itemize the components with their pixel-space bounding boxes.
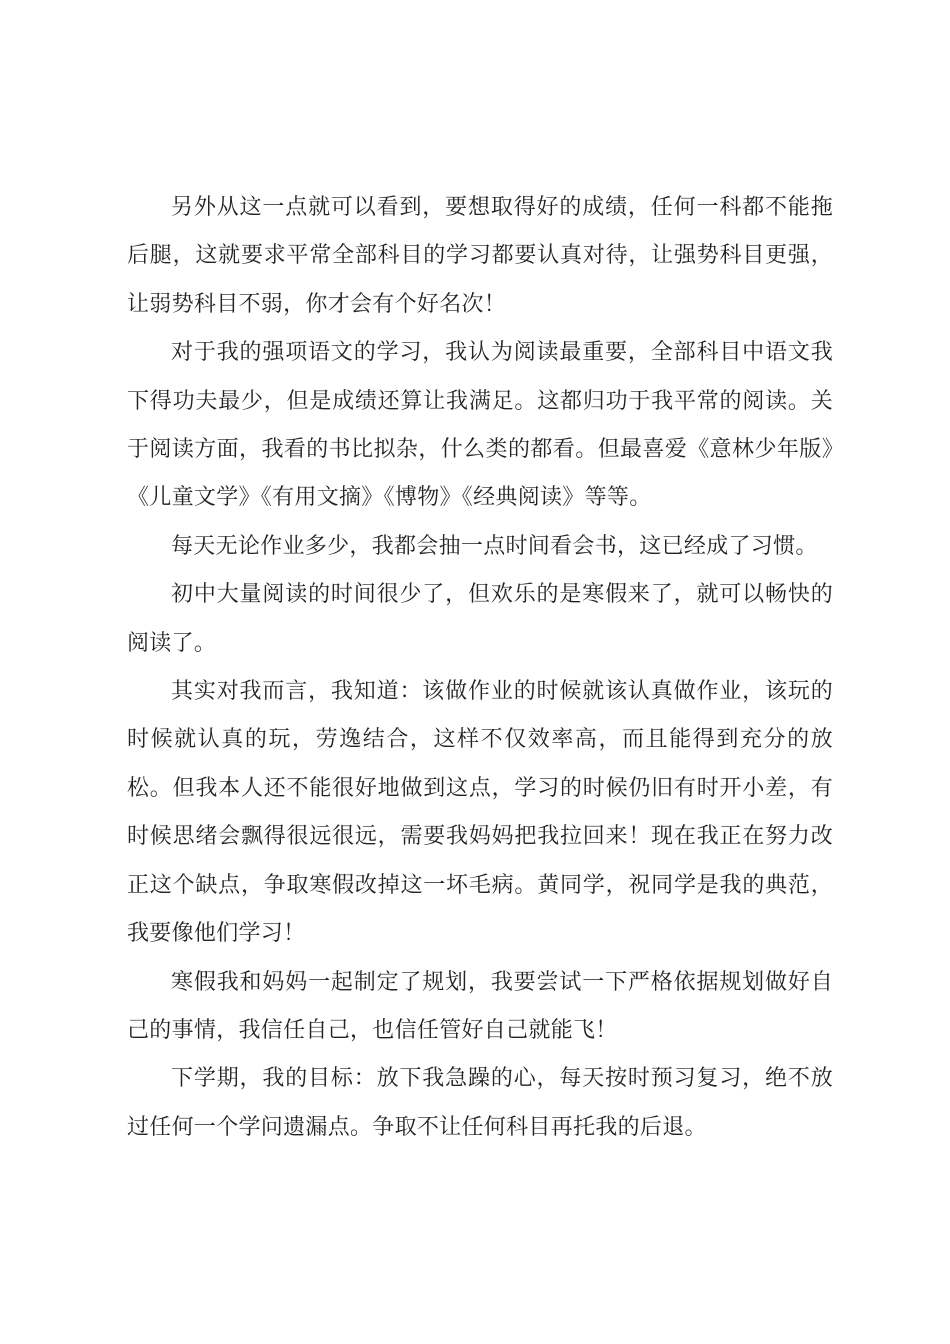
paragraph-7: 下学期，我的目标：放下我急躁的心，每天按时预习复习，绝不放过任何一个学问遗漏点。争取不让任何科目再托我的后退。 (127, 1066, 833, 1140)
paragraph-3: 每天无论作业多少，我都会抽一点时间看会书，这已经成了习惯。 (171, 533, 818, 559)
paragraph-6: 寒假我和妈妈一起制定了规划，我要尝试一下严格依据规划做好自己的事情，我信任自己，也信任管好自己就能飞！ (127, 969, 833, 1043)
paragraph-2: 对于我的强项语文的学习，我认为阅读最重要，全部科目中语文我下得功夫最少，但是成绩还算让我满足。这都归功于我平常的阅读。关于阅读方面，我看的书比拟杂，什么类的都看。但最喜爱《意林少年版》《儿童文学》《有用文摘》《博物》《经典阅读》等等。 (127, 340, 833, 511)
paragraph-4: 初中大量阅读的时间很少了，但欢乐的是寒假来了，就可以畅快的阅读了。 (127, 582, 833, 656)
paragraph-5: 其实对我而言，我知道：该做作业的时候就该认真做作业，该玩的时候就认真的玩，劳逸结合，这样不仅效率高，而且能得到充分的放松。但我本人还不能很好地做到这点，学习的时候仍旧有时开小差，有时候思绪会飘得很远很远，需要我妈妈把我拉回来！现在我正在努力改正这个缺点，争取寒假改掉这一坏毛病。黄同学，祝同学是我的典范，我要像他们学习！ (127, 679, 833, 947)
paragraph-1: 另外从这一点就可以看到，要想取得好的成绩，任何一科都不能拖后腿，这就要求平常全部科目的学习都要认真对待，让强势科目更强，让弱势科目不弱，你才会有个好名次！ (127, 195, 833, 317)
document-body (127, 184, 833, 1152)
